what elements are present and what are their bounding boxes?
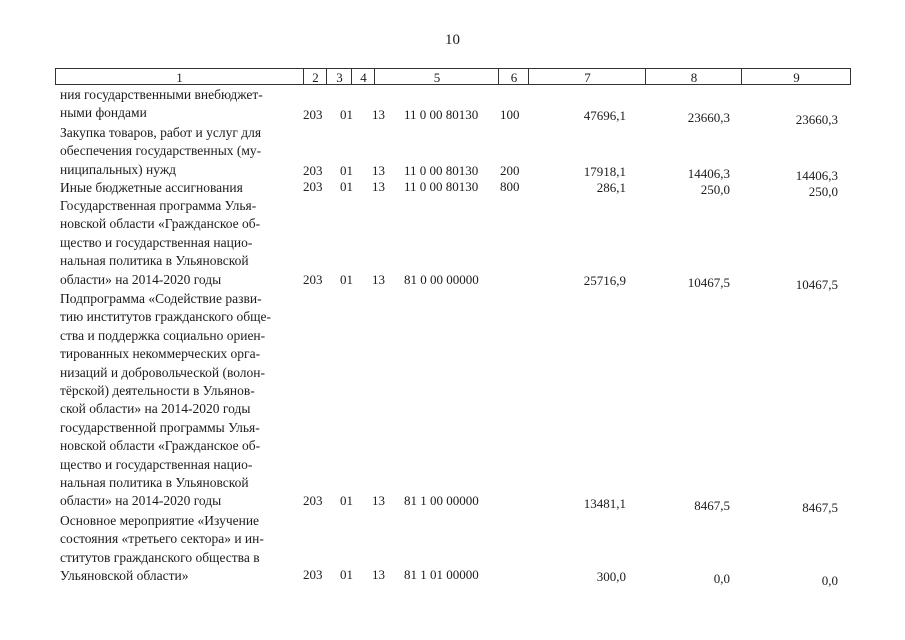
cell-subsection: 13 (372, 107, 385, 122)
desc-line: ститутов гражданского общества в (60, 549, 260, 565)
desc-line: тированных некоммерческих орга- (60, 346, 261, 362)
cell-value-9: 23660,3 (795, 112, 838, 127)
desc-line: государственной программы Улья- (60, 419, 260, 435)
cell-value-7: 13481,1 (583, 496, 626, 511)
cell-subsection: 13 (372, 272, 385, 287)
cell-type: 800 (500, 179, 520, 194)
cell-code: 203 (303, 272, 323, 287)
column-header-6: 6 (498, 69, 529, 84)
cell-code: 203 (303, 107, 323, 122)
desc-line: ской области» на 2014-2020 годы (60, 401, 251, 417)
desc-line: щество и государственная нацио- (60, 234, 253, 250)
cell-type: 200 (500, 163, 520, 178)
cell-value-8: 0,0 (713, 571, 730, 586)
table-row-description (60, 512, 298, 586)
cell-target: 81 1 00 00000 (404, 493, 479, 508)
desc-line: Закупка товаров, работ и услуг для (60, 125, 262, 140)
cell-value-7: 47696,1 (583, 108, 626, 123)
desc-line: щество и государственная нацио- (60, 456, 253, 472)
cell-section: 01 (340, 493, 353, 508)
column-header-7: 7 (528, 69, 646, 84)
desc-line: низаций и добровольческой (волон- (60, 364, 266, 380)
cell-section: 01 (340, 272, 353, 287)
cell-value-8: 10467,5 (687, 275, 730, 290)
cell-value-7: 17918,1 (583, 164, 626, 179)
desc-line: ниципальных) нужд (60, 161, 177, 177)
desc-line: обеспечения государственных (му- (60, 143, 262, 159)
table-row-description (60, 290, 298, 511)
desc-line: ния государственными внебюджет- (60, 87, 263, 102)
desc-line: области» на 2014-2020 годы (60, 493, 222, 509)
cell-code: 203 (303, 179, 323, 194)
cell-code: 203 (303, 163, 323, 178)
desc-line: ными фондами (60, 105, 147, 121)
cell-subsection: 13 (372, 493, 385, 508)
cell-value-7: 25716,9 (583, 273, 626, 288)
cell-subsection: 13 (372, 567, 385, 582)
cell-target: 81 1 01 00000 (404, 567, 479, 582)
table-row-description (60, 86, 298, 123)
cell-subsection: 13 (372, 179, 385, 194)
cell-target: 11 0 00 80130 (404, 163, 479, 178)
desc-line: состояния «третьего сектора» и ин- (60, 531, 264, 547)
cell-section: 01 (340, 107, 353, 122)
column-header-4: 4 (351, 69, 375, 84)
desc-line: Основное мероприятие «Изучение (60, 513, 260, 528)
cell-value-7: 286,1 (596, 180, 626, 195)
table-header (55, 68, 851, 85)
cell-code: 203 (303, 567, 323, 582)
desc-line: тёрской) деятельности в Ульянов- (60, 383, 255, 399)
desc-line: новской области «Гражданское об- (60, 216, 261, 232)
cell-value-8: 14406,3 (687, 166, 730, 181)
desc-line: нальная политика в Ульяновской (60, 475, 249, 491)
cell-value-8: 250,0 (700, 182, 730, 197)
table-row-description (60, 124, 298, 179)
cell-code: 203 (303, 493, 323, 508)
cell-section: 01 (340, 179, 353, 194)
cell-target: 11 0 00 80130 (404, 107, 479, 122)
desc-line: новской области «Гражданское об- (60, 438, 261, 454)
column-header-8: 8 (645, 69, 742, 84)
cell-subsection: 13 (372, 163, 385, 178)
page-number: 10 (445, 32, 460, 48)
cell-value-7: 300,0 (596, 569, 626, 584)
cell-value-9: 14406,3 (795, 168, 838, 183)
desc-line: тию институтов гражданского обще- (60, 309, 271, 325)
column-header-1: 1 (176, 70, 183, 85)
cell-section: 01 (340, 567, 353, 582)
column-header-5: 5 (374, 69, 499, 84)
desc-line: Ульяновской области» (60, 568, 189, 584)
table-row-description (60, 179, 298, 197)
cell-type: 100 (500, 107, 520, 122)
column-header-2: 2 (303, 69, 327, 84)
cell-value-8: 8467,5 (694, 498, 730, 513)
cell-section: 01 (340, 163, 353, 178)
desc-line: ства и поддержка социально ориен- (60, 327, 266, 343)
desc-line: нальная политика в Ульяновской (60, 253, 249, 269)
cell-value-9: 8467,5 (802, 500, 838, 515)
column-header-9: 9 (741, 69, 851, 84)
cell-value-9: 10467,5 (795, 277, 838, 292)
cell-value-9: 0,0 (821, 573, 838, 588)
cell-target: 11 0 00 80130 (404, 179, 479, 194)
desc-line: области» на 2014-2020 годы (60, 271, 222, 287)
table-row-description (60, 197, 298, 289)
cell-target: 81 0 00 00000 (404, 272, 479, 287)
desc-line: Государственная программа Улья- (60, 198, 257, 213)
cell-value-8: 23660,3 (687, 110, 730, 125)
desc-line: Иные бюджетные ассигнования (60, 180, 243, 195)
column-header-3: 3 (326, 69, 352, 84)
cell-value-9: 250,0 (808, 184, 838, 199)
desc-line: Подпрограмма «Содействие разви- (60, 291, 262, 306)
